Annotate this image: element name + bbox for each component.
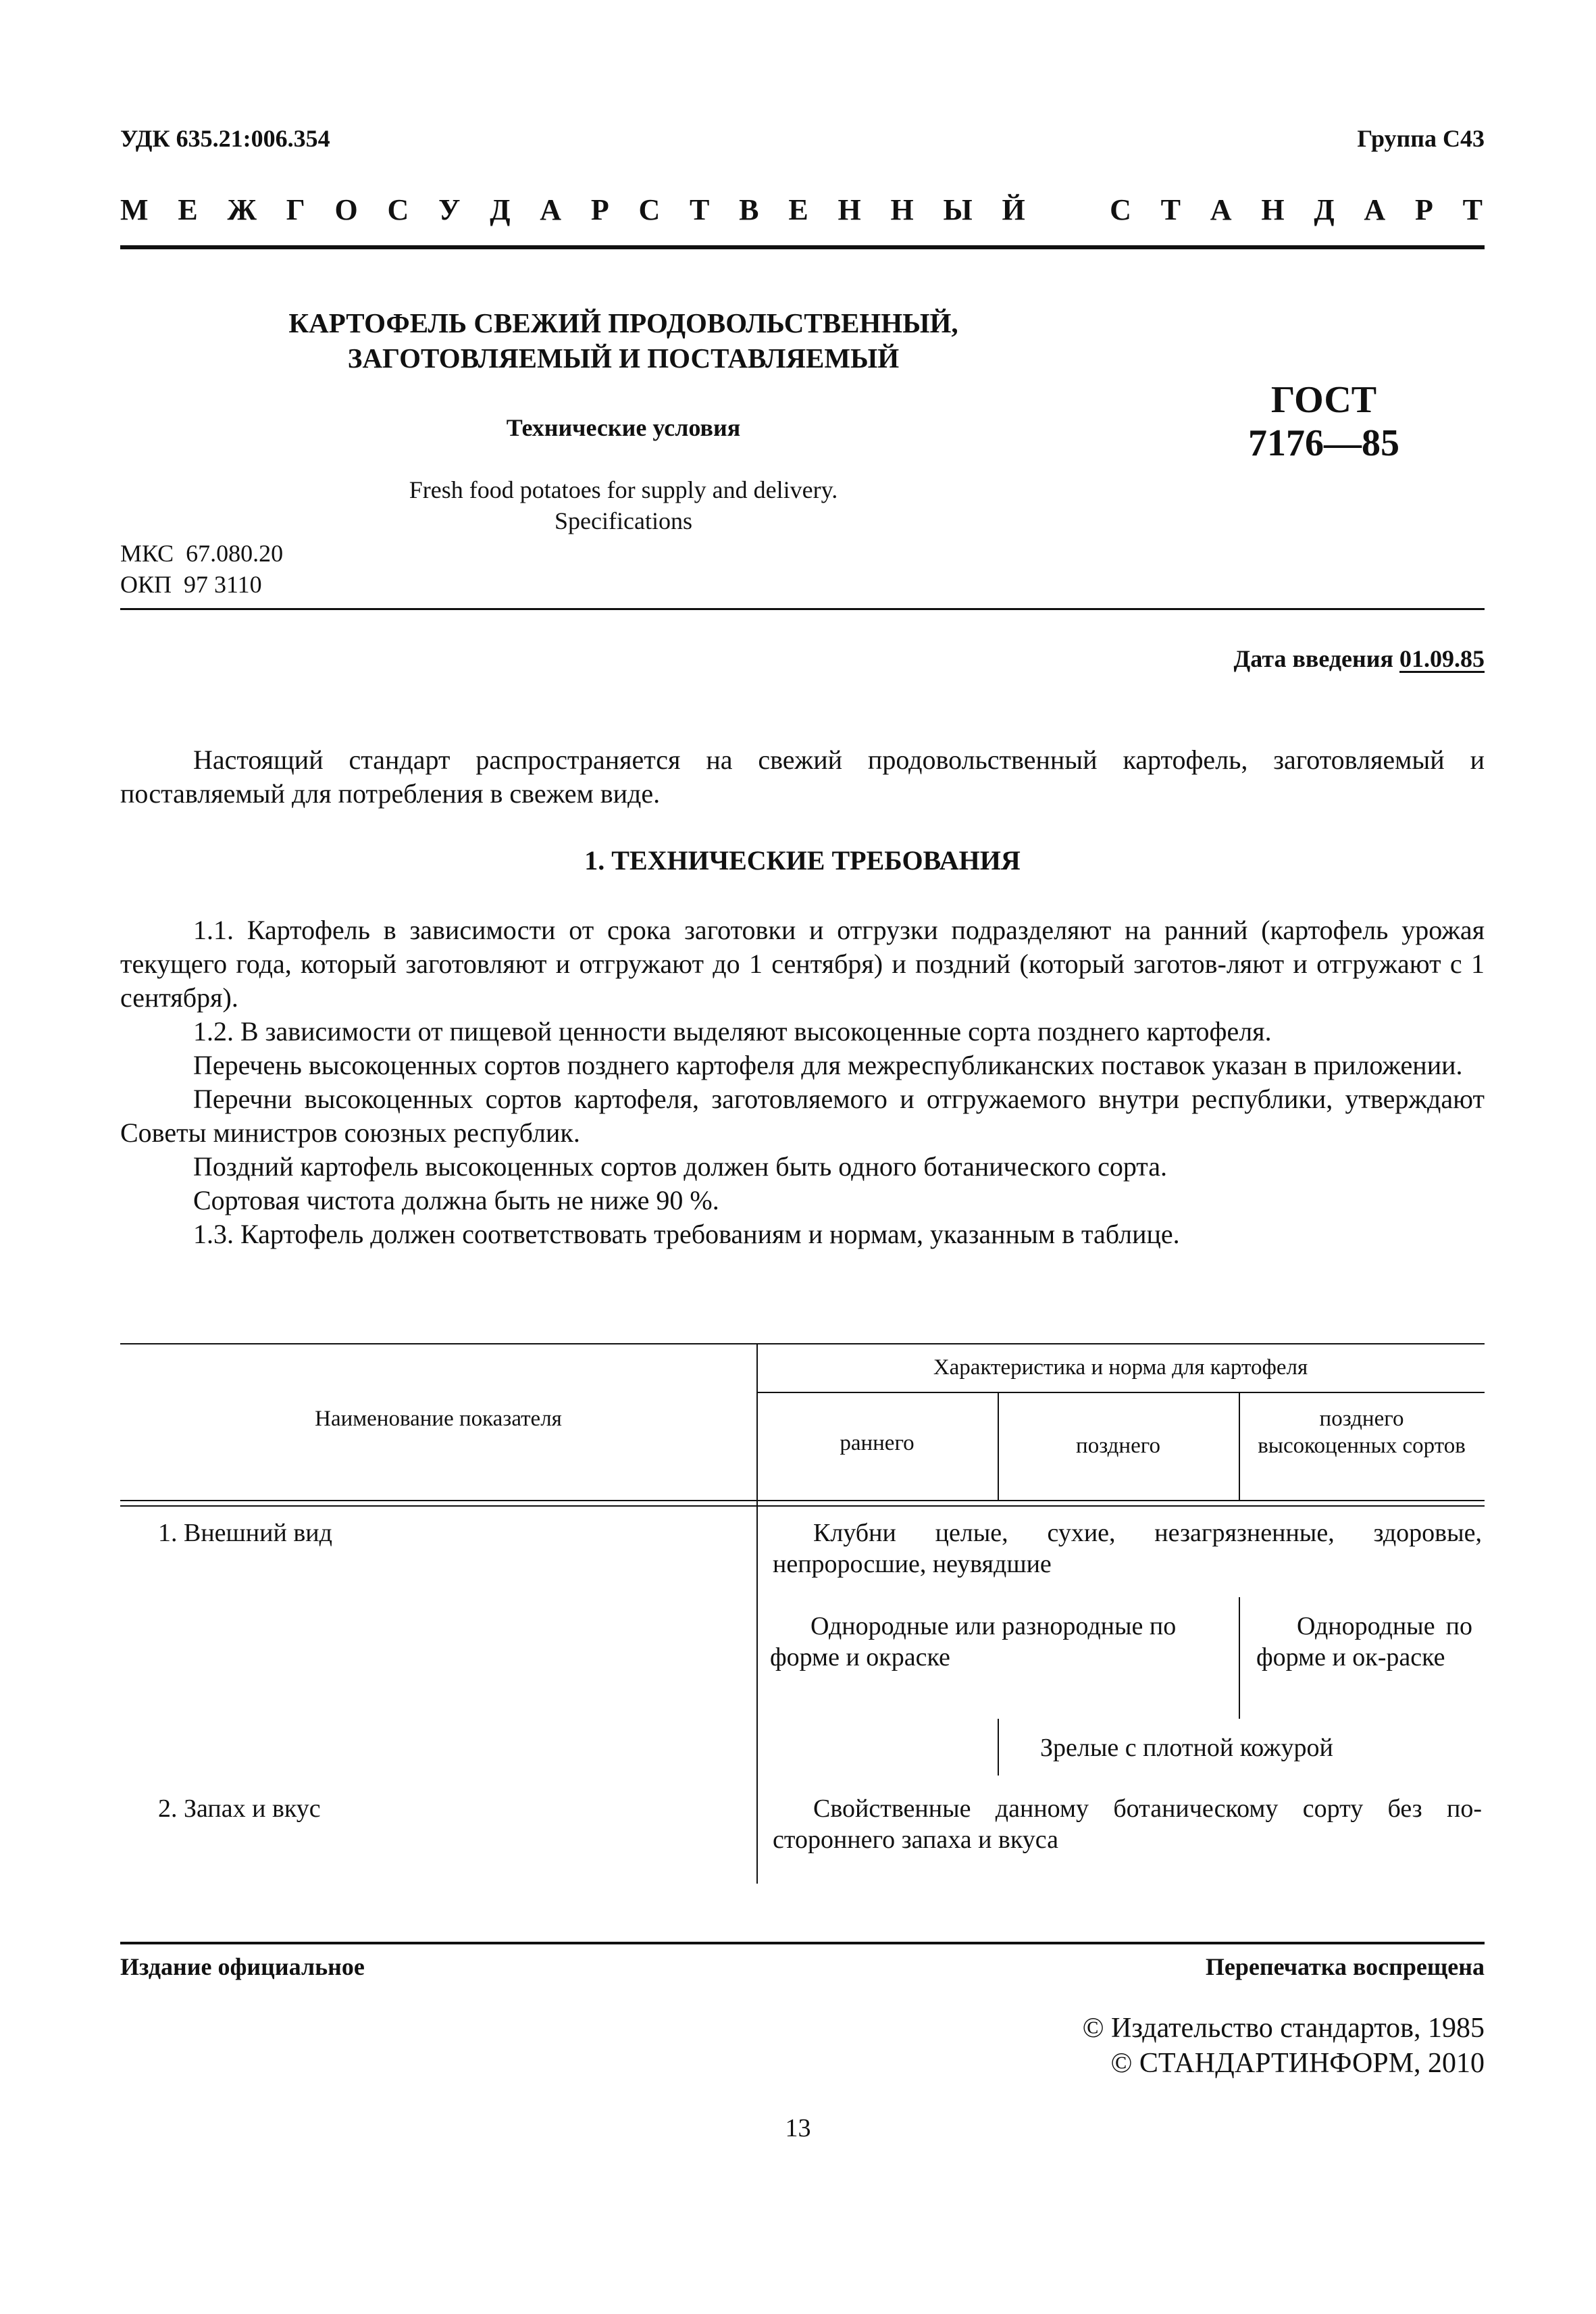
row-smell-value: Свойственные данному ботаническому сорту без по-стороннего запаха и вкуса	[773, 1794, 1482, 1854]
header-late-high-value: позднего высокоценных сортов	[1258, 1407, 1466, 1458]
introduction-date-label: Дата введения	[1233, 645, 1393, 672]
paragraph-1-3: 1.3. Картофель должен соответствовать требованиям и нормам, указанным в таблице.	[193, 1219, 1180, 1249]
row-appearance-ripeness: Зрелые с плотной кожурой	[1040, 1734, 1333, 1762]
paragraph-list-note: Перечень высокоценных сортов позднего картофеля для межреспубликанских поставок указан в приложении.	[193, 1050, 1463, 1080]
copyright	[1083, 2011, 1485, 2081]
official-edition: Издание официальное	[120, 1953, 365, 1980]
paragraph-1-2: 1.2. В зависимости от пищевой ценности выделяют высокоценные сорта позднего картофеля.	[193, 1016, 1272, 1047]
row-appearance-name: 1. Внешний вид	[158, 1519, 332, 1547]
header-early: раннего	[840, 1431, 915, 1455]
document-subtitle: Технические условия	[506, 414, 741, 441]
english-title-line-1: Fresh food potatoes for supply and delivery.	[409, 476, 838, 503]
header-indicator: Наименование показателя	[315, 1407, 562, 1431]
udk-code: УДК 635.21:006.354	[120, 125, 330, 152]
table-divider-late	[1239, 1392, 1240, 1500]
paragraph-purity: Сортовая чистота должна быть не ниже 90 %.	[193, 1185, 719, 1215]
copyright-1985: © Издательство стандартов, 1985	[1082, 2013, 1485, 2044]
section-heading: 1. ТЕХНИЧЕСКИЕ ТРЕБОВАНИЯ	[584, 845, 1021, 876]
copyright-2010: © СТАНДАРТИНФОРМ, 2010	[1110, 2048, 1485, 2079]
english-title	[122, 474, 1125, 536]
gost-label: ГОСТ	[1270, 379, 1377, 421]
row-smell-name: 2. Запах и вкус	[158, 1794, 321, 1823]
title-line-2: ЗАГОТОВЛЯЕМЫЙ И ПОСТАВЛЯЕМЫЙ	[347, 343, 900, 374]
standard-type-heading	[120, 193, 1485, 227]
paragraph-1-1: 1.1. Картофель в зависимости от срока заготовки и отгрузки подразделяют на ранний (картофель урожая текущего года, который заготовляют и отгружают до 1 сентября) и поздний (который заготов-ляют и отгружают с 1 сентября).	[120, 915, 1485, 1013]
row-appearance-high-value: Однородные по форме и ок-раске	[1256, 1612, 1472, 1671]
paragraph-botanical-variety: Поздний картофель высокоценных сортов должен быть одного ботанического сорта.	[193, 1151, 1168, 1182]
title-rule	[120, 608, 1485, 610]
header-characteristic-group: Характеристика и норма для картофеля	[933, 1355, 1308, 1380]
table-header-rule-2	[120, 1505, 1485, 1507]
table-group-rule	[756, 1392, 1485, 1393]
introduction-date-value: 01.09.85	[1399, 645, 1485, 672]
table-divider-main	[756, 1343, 758, 1884]
okp-code: ОКП 97 3110	[120, 571, 262, 598]
title-line-1: КАРТОФЕЛЬ СВЕЖИЙ ПРОДОВОЛЬСТВЕННЫЙ,	[288, 307, 958, 338]
row-appearance-common: Клубни целые, сухие, незагрязненные, здоровые, непроросшие, неувядшие	[773, 1519, 1482, 1578]
footer-rule	[120, 1942, 1485, 1944]
header-late: позднего	[1076, 1434, 1160, 1458]
row-appearance-divider	[1239, 1597, 1240, 1719]
introduction-date	[1234, 645, 1485, 673]
intro-paragraph	[120, 743, 1485, 811]
row-appearance-early-late: Однородные или разнородные по форме и окраске	[770, 1612, 1177, 1671]
standard-type-text: М Е Ж Г О С У Д А Р С Т В Е Н Н Ы Й С Т А Н Д А Р Т	[120, 193, 1485, 226]
page-number: 13	[785, 2114, 811, 2142]
document-title	[122, 305, 1125, 376]
row-ripeness-divider	[998, 1719, 999, 1776]
table-top-rule	[120, 1343, 1485, 1344]
reprint-prohibited: Перепечатка воспрещена	[1205, 1953, 1485, 1980]
group-code: Группа С43	[1357, 125, 1485, 152]
table-header-rule-1	[120, 1500, 1485, 1501]
intro-text: Настоящий стандарт распространяется на свежий продовольственный картофель, заготовляемый и поставляемый для потребления в свежем виде.	[120, 745, 1485, 809]
section-body	[120, 913, 1485, 1251]
header-rule	[120, 245, 1485, 249]
mks-code: МКС 67.080.20	[120, 540, 284, 567]
classification-codes	[120, 538, 283, 600]
gost-number	[1202, 378, 1445, 465]
english-title-line-2: Specifications	[555, 507, 692, 534]
paragraph-republic-lists: Перечни высокоценных сортов картофеля, заготовляемого и отгружаемого внутри республики, утверждают Советы министров союзных республик.	[120, 1084, 1485, 1148]
gost-code: 7176—85	[1248, 422, 1399, 464]
